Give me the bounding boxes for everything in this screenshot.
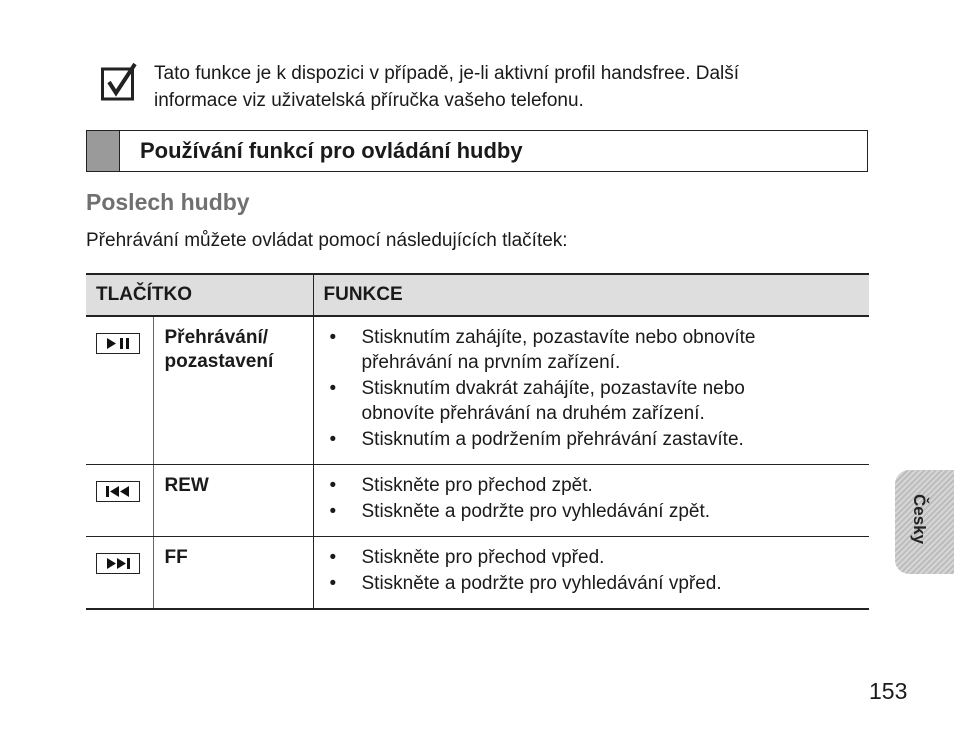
button-name	[153, 465, 313, 537]
function-item: • Stisknutím a podržením přehrávání zastavíte.	[330, 427, 860, 452]
table-row	[86, 316, 869, 465]
button-name-line: FF	[164, 547, 188, 568]
function-item: • Stisknutím zahájíte, pozastavíte nebo obnovíte přehrávání na prvním zařízení.	[330, 325, 860, 375]
function-item: • Stiskněte a podržte pro vyhledávání vpřed.	[330, 571, 860, 596]
function-cell	[313, 465, 869, 537]
rewind-icon	[96, 481, 140, 502]
note-line: informace viz uživatelská příručka vašeho telefonu.	[154, 90, 584, 111]
header-function: FUNKCE	[313, 274, 869, 316]
play-pause-icon	[96, 333, 140, 354]
table-row	[86, 465, 869, 537]
function-item: • Stisknutím dvakrát zahájíte, pozastavíte nebo obnovíte přehrávání na druhém zařízení.	[330, 376, 860, 426]
function-item: • Stiskněte pro přechod vpřed.	[330, 545, 860, 570]
page-number: 153	[869, 678, 908, 704]
button-name	[153, 537, 313, 610]
buttons-table	[86, 273, 869, 610]
language-label: Česky	[910, 494, 929, 545]
subsection-title: Poslech hudby	[86, 189, 250, 215]
fast-forward-icon	[96, 553, 140, 574]
button-name-line: Přehrávání/	[164, 327, 268, 348]
note-line: Tato funkce je k dispozici v případě, je-li aktivní profil handsfree. Další	[154, 63, 740, 84]
function-cell	[313, 537, 869, 610]
button-name-line: REW	[164, 475, 209, 496]
table-header-row	[86, 274, 869, 316]
function-item: • Stiskněte a podržte pro vyhledávání zpět.	[330, 499, 860, 524]
function-cell	[313, 316, 869, 465]
section-heading	[86, 130, 868, 172]
table-row	[86, 537, 869, 610]
language-tab	[895, 470, 954, 574]
button-name	[153, 316, 313, 465]
note-text	[154, 60, 874, 114]
button-name-line: pozastavení	[164, 351, 274, 372]
section-marker	[87, 131, 120, 171]
intro-text: Přehrávání můžete ovládat pomocí následujících tlačítek:	[86, 230, 568, 251]
checkbox-icon	[101, 62, 139, 102]
header-button: TLAČÍTKO	[86, 274, 313, 316]
function-item: • Stiskněte pro přechod zpět.	[330, 473, 860, 498]
section-title: Používání funkcí pro ovládání hudby	[140, 138, 523, 163]
